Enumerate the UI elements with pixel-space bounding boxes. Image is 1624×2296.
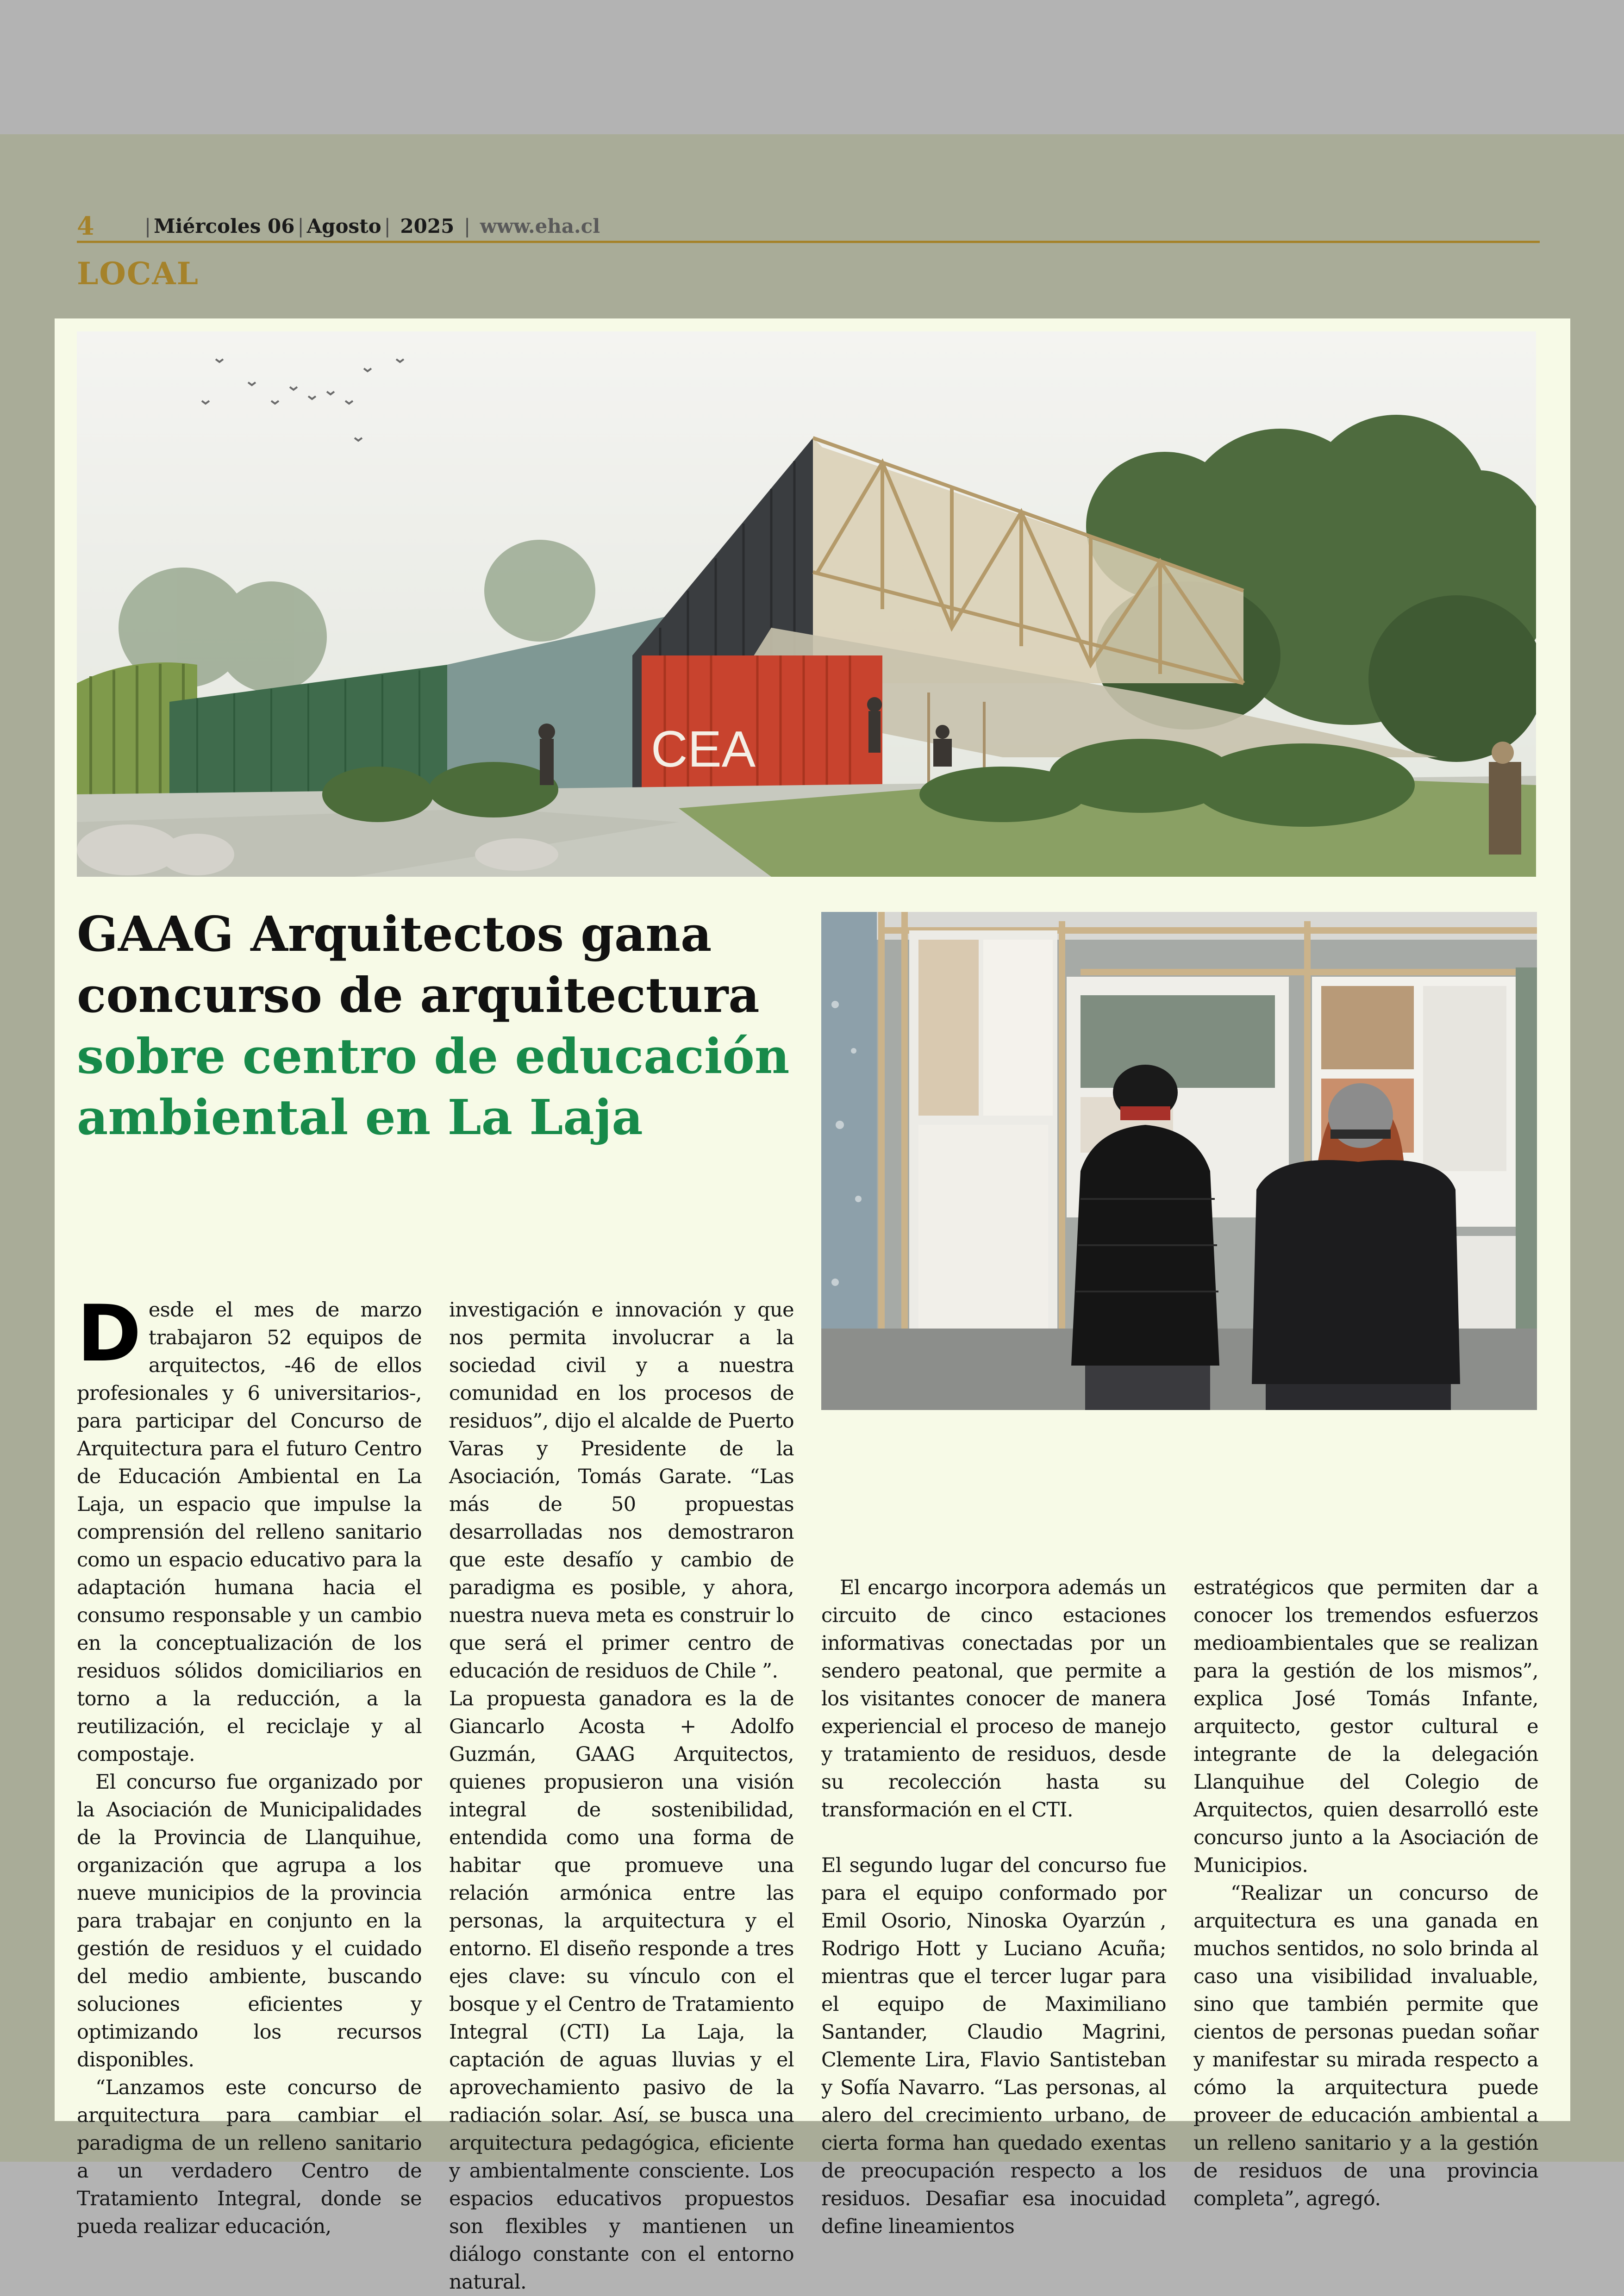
- article-paragraph-4: La propuesta ganadora es la de Giancarlo Acosta + Adolfo Guzmán, GAAG Arquitectos, quienes propusieron una visión integral de sostenibilidad, entendida como una forma de habitar que promueve una relación armónica entre las personas, la arquitectura y el entorno. El diseño responde a tres ejes clave: su vínculo con el bosque y el Centro de Tratamiento Integral (CTI) La Laja, la captación de aguas lluvias y el aprovechamiento pasivo de la radiación solar. Así, se busca una arquitectura pedagógica, eficiente y ambientalmente consciente. Los espacios educativos propuestos son flexibles y mantienen un diálogo constante con el entorno natural.: [449, 1687, 794, 2294]
- folio-line: [77, 212, 1540, 240]
- article-paragraph-2: El concurso fue organizado por la Asociación de Municipalidades de la Provincia de Llanquihue, organización que agrupa a los nueve municipios de la provincia para trabajar en conjunto en la gestión de residuos y el cuidado del medio ambiente, buscando soluciones eficientes y optimizando los recursos disponibles.: [77, 1771, 422, 2071]
- date-year: 2025: [400, 215, 455, 237]
- page-number: 4: [77, 211, 94, 241]
- cea-sign-text: CEA: [651, 721, 756, 778]
- headline-line-4: ambiental en La Laja: [77, 1089, 643, 1146]
- date-line: | Miércoles 06 | Agosto | 2025 | www.eha.cl: [144, 215, 600, 237]
- date-month: Agosto: [306, 215, 381, 237]
- newspaper-page: [0, 134, 1624, 2294]
- article-column-2: [449, 1296, 794, 2296]
- headline-line-2: concurso de arquitectura: [77, 967, 760, 1023]
- date-weekday-day: Miércoles 06: [154, 215, 295, 237]
- section-label: LOCAL: [77, 256, 200, 292]
- article-paragraph-6a: El segundo lugar del concurso fue para el equipo conformado por Emil Osorio, Ninoska Oyarzún , Rodrigo Hott y Luciano Acuña; mientras que el tercer lugar para el equipo de Maximiliano Santander, Claudio Magrini, Clemente Lira, Flavio Santisteban y Sofía Navarro. “Las personas, al alero del crecimiento urbano, de cierta forma han quedado exentas de preocupación respecto a los residuos. Desafiar esa inocuidad define lineamientos: [821, 1854, 1166, 2238]
- exhibition-photo: [821, 912, 1537, 1410]
- article-paragraph-1: esde el mes de marzo trabajaron 52 equipos de arquitectos, -46 de ellos profesionales y 6 universitarios-, para participar del Concurso de Arquitectura para el futuro Centro de Educación Ambiental en La Laja, un espacio que impulse la comprensión del relleno sanitario como un espacio educativo para la adaptación humana hacia el consumo responsable y un cambio en la conceptualización de los residuos sólidos domiciliarios en torno a la reducción, a la reutilización, el reciclaje y al compostaje.: [77, 1298, 422, 1766]
- drop-cap: D: [77, 1288, 141, 1379]
- article-column-1: [77, 1288, 422, 2240]
- article-paragraph-3a: “Lanzamos este concurso de arquitectura para cambiar el paradigma de un relleno sanitario a un verdadero Centro de Tratamiento Integral, donde se pueda realizar educación,: [77, 2076, 422, 2238]
- article-panel: [55, 318, 1570, 2294]
- article-column-3: [821, 1574, 1166, 2240]
- site-url[interactable]: www.eha.cl: [480, 215, 600, 237]
- hero-rendering-image: [77, 331, 1536, 877]
- headline-line-1: GAAG Arquitectos gana: [77, 905, 712, 962]
- article-column-4: [1193, 1574, 1538, 2213]
- header-rule: [77, 241, 1540, 243]
- article-headline: [77, 904, 864, 1148]
- article-paragraph-6b: estratégicos que permiten dar a conocer los tremendos esfuerzos medioambientales que se realizan para la gestión de los mismos”, explica José Tomás Infante, arquitecto, gestor cultural e integrante de la delegación Llanquihue del Colegio de Arquitectos, quien desarrolló este concurso junto a la Asociación de Municipios.: [1193, 1576, 1538, 1877]
- article-paragraph-3b: investigación e innovación y que nos permita involucrar a la sociedad civil y a nuestra comunidad en los procesos de residuos”, dijo el alcalde de Puerto Varas y Presidente de la Asociación, Tomás Garate. “Las más de 50 propuestas desarrolladas nos demostraron que este desafío y cambio de paradigma es posible, y ahora, nuestra nueva meta es construir lo que será el primer centro de educación de residuos de Chile ”.: [449, 1298, 794, 1683]
- article-paragraph-5: El encargo incorpora además un circuito de cinco estaciones informativas conectadas por un sendero peatonal, que permite a los visitantes conocer de manera experiencial el proceso de manejo y tratamiento de residuos, desde su recolección hasta su transformación en el CTI.: [821, 1576, 1166, 1822]
- article-paragraph-7: “Realizar un concurso de arquitectura es una ganada en muchos sentidos, no solo brinda al caso una visibilidad invaluable, sino que también permite que cientos de personas puedan soñar y manifestar su mirada respecto a cómo la arquitectura puede proveer de educación ambiental a un relleno sanitario y a la gestión de residuos de una provincia completa”, agregó.: [1193, 1882, 1538, 2210]
- headline-line-3: sobre centro de educación: [77, 1028, 790, 1085]
